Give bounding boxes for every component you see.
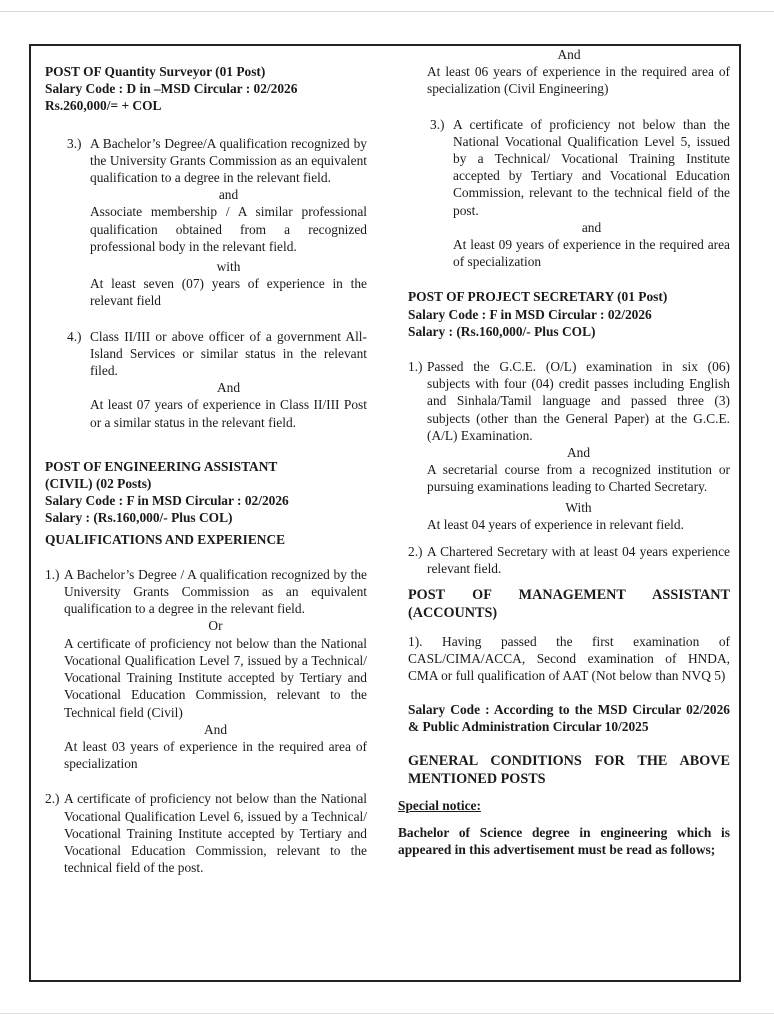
qs-item-4	[45, 328, 367, 380]
ea-qualifications-heading: QUALIFICATIONS AND EXPERIENCE	[45, 531, 286, 547]
ps-item-1-text: Passed the G.C.E. (O/L) examination in six (06) subjects with four (04) credit passes including English and Sinhala/Tamil language and passed three (3) subjects (other than the General Paper) at the G.C.E. (A/L) Examination.	[427, 359, 730, 443]
ea-item-1-experience: At least 03 years of experience in the required area of specialization	[64, 738, 367, 772]
conjunction: With	[565, 499, 592, 515]
ma-salary-code: Salary Code : According to the MSD Circular 02/2026 & Public Administration Circular 10/2025	[408, 701, 730, 734]
ea-item-2-experience: At least 06 years of experience in the required area of specialization (Civil Engineering)	[427, 64, 730, 97]
qs-item-3-experience: At least seven (07) years of experience in the relevant field	[90, 276, 367, 309]
ma-title: POST OF MANAGEMENT ASSISTANT (ACCOUNTS)	[408, 587, 730, 622]
qs-item-4-experience: At least 07 years of experience in Class II/III Post or a similar status in the relevant field.	[90, 397, 367, 430]
top-divider	[0, 11, 774, 12]
ea-item-3-text: A certificate of proficiency not below than the National Vocational Qualification Level 5, issued by a Technical/ Vocational Training Institute accepted by Tertiary and Vocational Education Commission, relevant to the technical field of the post.	[453, 116, 730, 218]
general-conditions-title: GENERAL CONDITIONS FOR THE ABOVE MENTIONED POSTS	[408, 753, 730, 787]
qs-item-3-membership: Associate membership / A similar professional qualification obtained from a recognized professional body in the relevant field.	[90, 204, 367, 254]
item-number: 2.)	[408, 544, 423, 560]
ps-item-1-experience: At least 04 years of experience in relevant field.	[427, 516, 684, 532]
conjunction: And	[216, 380, 241, 396]
ps-item-2	[408, 543, 730, 577]
qs-salary: Rs.260,000/= + COL	[45, 98, 162, 114]
conjunction: And	[557, 47, 581, 62]
ps-item-1	[408, 358, 730, 444]
ea-salary: Salary : (Rs.160,000/- Plus COL)	[45, 510, 233, 526]
ps-title: POST OF PROJECT SECRETARY (01 Post)	[408, 289, 668, 305]
ea-item-2-text: A certificate of proficiency not below than the National Vocational Qualification Level 6, issued by a Technical/ Vocational Training Institute accepted by Tertiary and Vocational Education Commission, relevant to the technical field of the post.	[64, 791, 367, 876]
ea-item-2	[45, 790, 367, 876]
bottom-divider	[0, 1013, 774, 1014]
ea-salary-code: Salary Code : F in MSD Circular : 02/2026	[45, 493, 289, 509]
conjunction: And	[203, 721, 228, 737]
conjunction: and	[218, 187, 239, 203]
ea-item-3	[408, 116, 730, 219]
ps-salary-code: Salary Code : F in MSD Circular : 02/2026	[408, 306, 652, 322]
ps-item-2-text: A Chartered Secretary with at least 04 years experience relevant field.	[427, 544, 730, 577]
ea-item-3-experience: At least 09 years of experience in the required area of specialization	[453, 237, 730, 270]
item-number: 4.)	[67, 328, 82, 344]
item-number: 2.)	[45, 791, 60, 807]
ea-title: POST OF ENGINEERING ASSISTANT	[45, 458, 278, 474]
right-column	[398, 46, 730, 858]
special-notice-text: Bachelor of Science degree in engineering which is appeared in this advertisement must be read as follows;	[398, 824, 730, 858]
item-number: 3.)	[67, 135, 82, 151]
conjunction: And	[566, 445, 591, 461]
item-number: 3.)	[430, 116, 445, 132]
ea-title-2: (CIVIL) (02 Posts)	[45, 476, 152, 492]
left-column	[45, 63, 367, 876]
conjunction: Or	[208, 618, 223, 634]
qs-item-4-text: Class II/III or above officer of a government All-Island Services or similar status in the relevant filed.	[90, 328, 367, 379]
conjunction: and	[581, 219, 602, 235]
ea-item-1-certificate: A certificate of proficiency not below than the National Vocational Qualification Level 7, issued by a Technical/ Vocational Training Institute accepted by Tertiary and Vocational Education Commission, relevant to the Technical field (Civil)	[64, 635, 367, 720]
special-notice-heading: Special notice:	[398, 797, 481, 813]
qs-item-3-text: A Bachelor’s Degree/A qualification recognized by the University Grants Commission as an equivalent qualification to a degree in the relevant field.	[90, 135, 367, 186]
item-number: 1.)	[408, 359, 423, 375]
conjunction: with	[216, 259, 241, 275]
qs-salary-code: Salary Code : D in –MSD Circular : 02/2026	[45, 81, 298, 97]
item-number: 1.)	[45, 566, 60, 582]
ps-salary: Salary : (Rs.160,000/- Plus COL)	[408, 323, 596, 339]
qs-title: POST OF Quantity Surveyor (01 Post)	[45, 64, 266, 79]
ea-item-1-text: A Bachelor’s Degree / A qualification recognized by the University Grants Commission as an equivalent qualification to a degree in the relevant field.	[64, 566, 367, 617]
ma-item-1: 1). Having passed the first examination of CASL/CIMA/ACCA, Second examination of HNDA, CMA or full qualification of AAT (Not below than NVQ 5)	[408, 634, 730, 684]
qs-item-3	[45, 135, 367, 187]
ea-item-1	[45, 566, 367, 618]
ps-item-1-course: A secretarial course from a recognized institution or pursuing examinations leading to Charted Secretary.	[427, 462, 730, 495]
